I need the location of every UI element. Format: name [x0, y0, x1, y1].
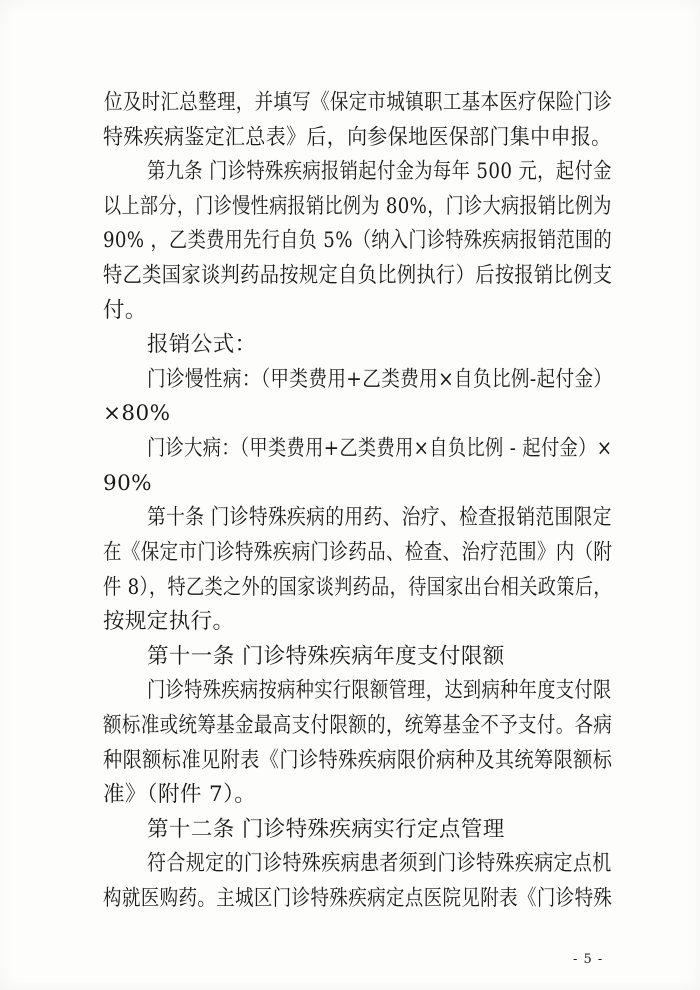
- text-line: 构就医购药。主城区门诊特殊疾病定点医院见附表《门诊特殊: [103, 886, 613, 911]
- text-line: 按规定执行。: [103, 609, 235, 634]
- text-line: 在《保定市门诊特殊疾病门诊药品、检查、治疗范围》内（附: [103, 540, 613, 565]
- text-line: 90%: [103, 471, 152, 496]
- text-line: ×80%: [103, 401, 171, 426]
- text-line: 付。: [103, 298, 147, 323]
- text-line: 符合规定的门诊特殊疾病患者须到门诊特殊疾病定点机: [147, 851, 612, 876]
- text-line: 特乙类国家谈判药品按规定自负比例执行）后按报销比例支: [103, 263, 613, 288]
- text-line: 门诊慢性病：（甲类费用+乙类费用×自负比例-起付金）: [147, 367, 613, 392]
- page-number: - 5 -: [573, 952, 604, 967]
- text-line: 额标准或统筹基金最高支付限额的，统筹基金不予支付。各病: [103, 713, 613, 738]
- text-line: 门诊特殊疾病按病种实行限额管理，达到病种年度支付限: [147, 678, 612, 703]
- text-line: 件 8），特乙类之外的国家谈判药品，待国家出台相关政策后，: [103, 575, 612, 600]
- text-line: 特殊疾病鉴定汇总表》后，向参保地医保部门集中申报。: [103, 125, 612, 150]
- text-line: 90% ，乙类费用先行自负 5%（纳入门诊特殊疾病报销范围的: [103, 228, 613, 253]
- text-line: 第十条 门诊特殊疾病的用药、治疗、检查报销范围限定: [147, 505, 612, 530]
- text-line: 种限额标准见附表《门诊特殊疾病限价病种及其统筹限额标: [103, 748, 613, 773]
- text-line: 门诊大病：（甲类费用+乙类费用×自负比例 - 起付金）×: [147, 436, 613, 461]
- text-line: 以上部分，门诊慢性病报销比例为 80%，门诊大病报销比例为: [103, 194, 612, 219]
- text-line: 位及时汇总整理，并填写《保定市城镇职工基本医疗保险门诊: [104, 90, 613, 115]
- text-line: 报销公式：: [147, 332, 257, 357]
- text-line: 第九条 门诊特殊疾病报销起付金为每年 500 元，起付金: [147, 159, 612, 184]
- text-line: 准》（附件 7）。: [103, 782, 257, 807]
- text-line: 第十一条 门诊特殊疾病年度支付限额: [147, 644, 505, 669]
- text-line: 第十二条 门诊特殊疾病实行定点管理: [147, 817, 505, 842]
